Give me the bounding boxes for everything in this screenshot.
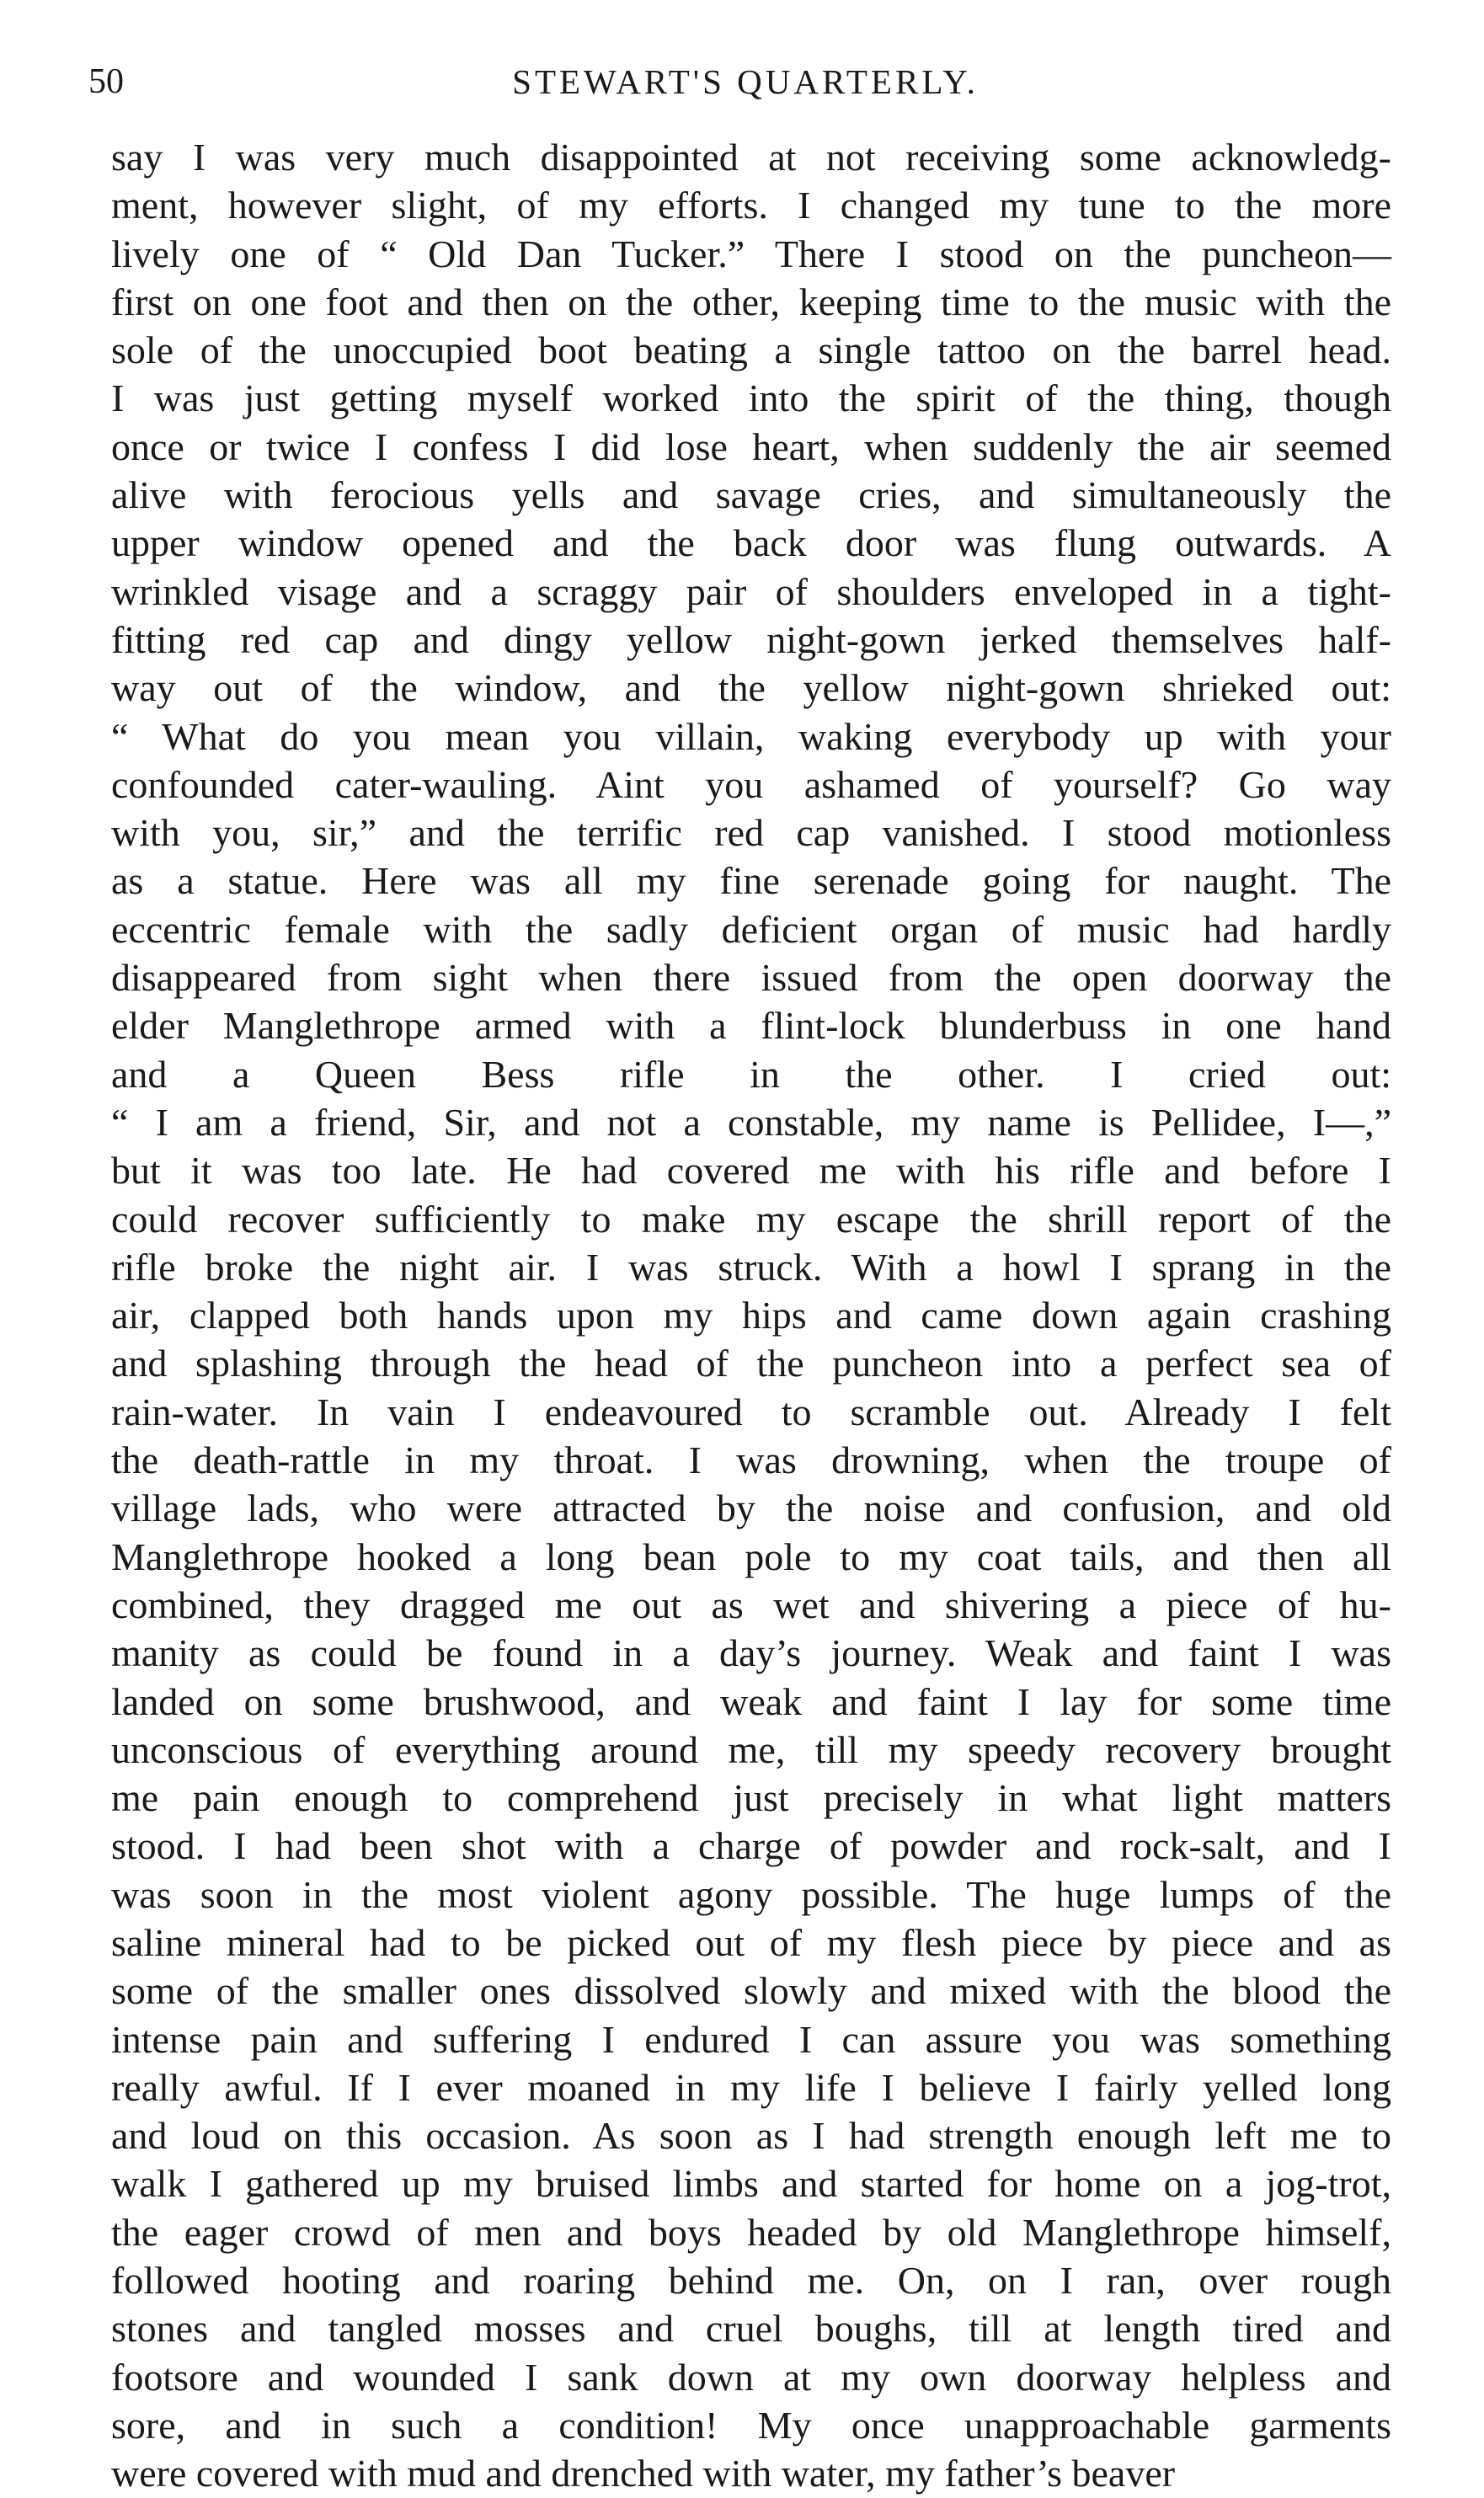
text-line: was soon in the most violent agony possible. The huge lumps of the [111, 1872, 1391, 1916]
text-line: footsore and wounded I sank down at my own doorway helpless and [111, 2355, 1391, 2399]
text-line: I was just getting myself worked into the spirit of the thing, though [111, 376, 1391, 420]
text-line: and splashing through the head of the puncheon into a perfect sea of [111, 1342, 1391, 1385]
text-line: manity as could be found in a day’s journey. Weak and faint I was [111, 1631, 1391, 1675]
text-line: say I was very much disappointed at not receiving some acknowledg- [111, 136, 1391, 179]
text-line: intense pain and suffering I endured I can assure you was something [111, 2017, 1391, 2061]
text-line: with you, sir,” and the terrific red cap vanished. I stood motionless [111, 811, 1391, 855]
text-line: really awful. If I ever moaned in my life I believe I fairly yelled long [111, 2065, 1391, 2109]
text-line: Manglethrope hooked a long bean pole to my coat tails, and then all [111, 1535, 1391, 1578]
text-line: combined, they dragged me out as wet and shivering a piece of hu- [111, 1583, 1391, 1626]
text-line: walk I gathered up my bruised limbs and started for home on a jog-trot, [111, 2162, 1391, 2206]
text-line: wrinkled visage and a scraggy pair of shoulders enveloped in a tight- [111, 569, 1391, 613]
text-line: sore, and in such a condition! My once unapproachable garments [111, 2403, 1391, 2447]
text-line: air, clapped both hands upon my hips and came down again crashing [111, 1294, 1391, 1337]
text-line: lively one of “ Old Dan Tucker.” There I stood on the puncheon— [111, 232, 1391, 275]
text-line: the eager crowd of men and boys headed by old Manglethrope himself, [111, 2210, 1391, 2254]
text-line: followed hooting and roaring behind me. On, on I ran, over rough [111, 2259, 1391, 2303]
text-line: first on one foot and then on the other, keeping time to the music with the [111, 280, 1391, 323]
text-line: stones and tangled mosses and cruel boughs, till at length tired and [111, 2307, 1391, 2351]
text-line: once or twice I confess I did lose heart, when suddenly the air seemed [111, 424, 1391, 468]
text-line: some of the smaller ones dissolved slowly and mixed with the blood the [111, 1969, 1391, 2013]
journal-title: STEWART'S QUARTERLY. [512, 62, 979, 101]
text-line: but it was too late. He had covered me with his rifle and before I [111, 1149, 1391, 1193]
text-line: eccentric female with the sadly deficient organ of music had hardly [111, 907, 1391, 951]
text-line: as a statue. Here was all my fine serenade going for naught. The [111, 859, 1391, 903]
text-line: disappeared from sight when there issued from the open doorway the [111, 956, 1391, 1000]
text-line: “ I am a friend, Sir, and not a constable, my name is Pellidee, I—,” [111, 1100, 1391, 1144]
text-line: saline mineral had to be picked out of my flesh piece by piece and as [111, 1920, 1391, 1964]
text-line: elder Manglethrope armed with a flint-lock blunderbuss in one hand [111, 1004, 1391, 1048]
text-line: village lads, who were attracted by the noise and confusion, and old [111, 1487, 1391, 1530]
text-line: landed on some brushwood, and weak and faint I lay for some time [111, 1679, 1391, 1723]
text-line: ment, however slight, of my efforts. I changed my tune to the more [111, 184, 1391, 227]
text-line: were covered with mud and drenched with water, my father’s beaver [111, 2452, 1176, 2495]
text-line: stood. I had been shot with a charge of powder and rock-salt, and I [111, 1824, 1391, 1868]
running-head [88, 52, 1402, 111]
text-line: fitting red cap and dingy yellow night-gown jerked themselves half- [111, 617, 1391, 661]
text-line: me pain enough to comprehend just precisely in what light matters [111, 1776, 1391, 1820]
text-line: confounded cater-wauling. Aint you ashamed of yourself? Go way [111, 762, 1391, 806]
text-line: the death-rattle in my throat. I was drowning, when the troupe of [111, 1438, 1391, 1482]
text-line: and loud on this occasion. As soon as I had strength enough left me to [111, 2114, 1391, 2158]
text-line: upper window opened and the back door was flung outwards. A [111, 521, 1391, 565]
text-line: rain-water. In vain I endeavoured to scramble out. Already I felt [111, 1390, 1391, 1433]
text-line: could recover sufficiently to make my escape the shrill report of the [111, 1197, 1391, 1241]
text-line: way out of the window, and the yellow night-gown shrieked out: [111, 666, 1391, 710]
body-text [111, 133, 1391, 2498]
page-number: 50 [88, 62, 124, 101]
text-line: “ What do you mean you villain, waking everybody up with your [111, 714, 1391, 758]
text-line: alive with ferocious yells and savage cries, and simultaneously the [111, 473, 1391, 517]
text-line: unconscious of everything around me, till my speedy recovery brought [111, 1727, 1391, 1771]
text-line: sole of the unoccupied boot beating a single tattoo on the barrel head. [111, 328, 1391, 372]
text-line: and a Queen Bess rifle in the other. I cried out: [111, 1052, 1391, 1096]
text-line: rifle broke the night air. I was struck. With a howl I sprang in the [111, 1245, 1391, 1289]
